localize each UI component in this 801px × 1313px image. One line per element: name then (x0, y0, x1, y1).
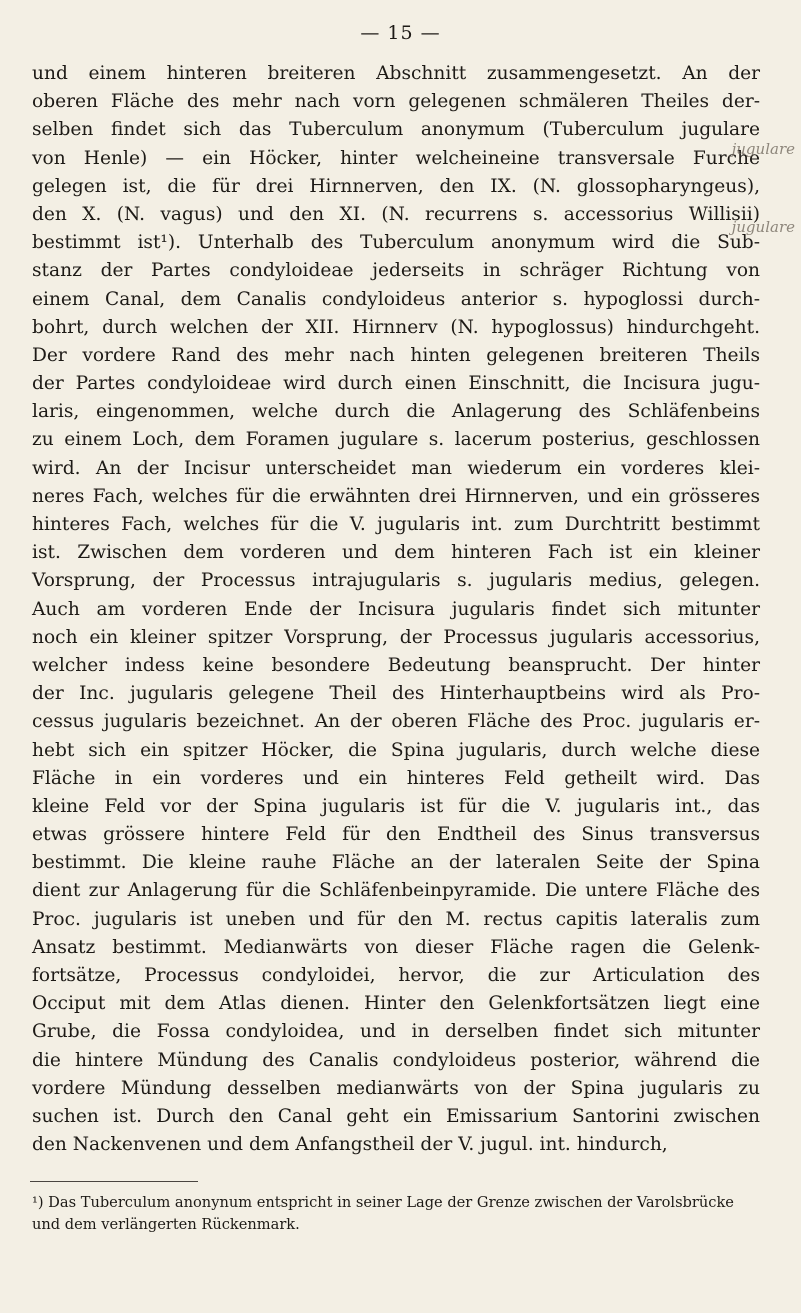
text-line: etwas grössere hintere Feld für den Endtheil des Sinus transversus (32, 824, 760, 846)
text-line: stanz der Partes condyloideae jederseits in schräger Richtung von (32, 260, 760, 282)
text-line: kleine Feld vor der Spina jugularis ist für die V. jugularis int., das (32, 795, 760, 817)
text-line: Der vordere Rand des mehr nach hinten gelegenen breiteren Theils (32, 344, 760, 366)
text-line: der Partes condyloideae wird durch einen Einschnitt, die Incisura jugu- (32, 373, 760, 395)
text-line: hebt sich ein spitzer Höcker, die Spina jugularis, durch welche diese (32, 739, 760, 761)
text-line: ist. Zwischen dem vorderen und dem hinteren Fach ist ein kleiner (32, 542, 760, 564)
text-line: zu einem Loch, dem Foramen jugulare s. lacerum posterius, geschlossen (32, 429, 760, 451)
footnote: ¹) Das Tuberculum anonynum entspricht in seiner Lage der Grenze zwischen der Varolsbrücke und dem verlängerten Rückenmark. (32, 1194, 734, 1233)
body-text (32, 60, 760, 1159)
text-line: Proc. jugularis ist uneben und für den M. rectus capitis lateralis zum (32, 908, 760, 930)
text-line: gelegen ist, die für drei Hirnnerven, den IX. (N. glossopharyngeus), (32, 175, 760, 197)
text-line: der Inc. jugularis gelegene Theil des Hinterhauptbeins wird als Pro- (32, 683, 760, 705)
text-line: dient zur Anlagerung für die Schläfenbeinpyramide. Die untere Fläche des (32, 880, 760, 902)
text-line: bohrt, durch welchen der XII. Hirnnerv (N. hypoglossus) hindurchgeht. (32, 316, 760, 338)
text-line: welcher indess keine besondere Bedeutung beansprucht. Der hinter (32, 654, 760, 676)
text-line: den X. (N. vagus) und den XI. (N. recurrens s. accessorius Willisii) (32, 203, 760, 225)
text-line: die hintere Mündung des Canalis condyloideus posterior, während die (32, 1049, 760, 1071)
text-line: bestimmt. Die kleine rauhe Fläche an der lateralen Seite der Spina (32, 852, 760, 874)
text-line: hinteres Fach, welches für die V. jugularis int. zum Durchtritt bestimmt (32, 514, 760, 535)
text-line: den Nackenvenen und dem Anfangstheil der V. jugul. int. hindurch, (32, 1134, 668, 1156)
text-line: suchen ist. Durch den Canal geht ein Emissarium Santorini zwischen (32, 1105, 760, 1127)
text-line: laris, eingenommen, welche durch die Anlagerung des Schläfenbeins (32, 401, 760, 423)
text-line: einem Canal, dem Canalis condyloideus anterior s. hypoglossi durch- (32, 288, 760, 310)
text-line: Auch am vorderen Ende der Incisura jugularis findet sich mitunter (32, 598, 760, 620)
text-line: neres Fach, welches für die erwähnten drei Hirnnerven, und ein grösseres (32, 485, 760, 507)
text-line: oberen Fläche des mehr nach vorn gelegenen schmäleren Theiles der- (32, 91, 760, 113)
text-line: und einem hinteren breiteren Abschnitt zusammengesetzt. An der (32, 63, 760, 84)
text-line: noch ein kleiner spitzer Vorsprung, der Processus jugularis accessorius, (32, 626, 760, 648)
handwritten-margin-note: jugulare (731, 218, 795, 236)
text-line: Occiput mit dem Atlas dienen. Hinter den Gelenkfortsätzen liegt eine (32, 993, 760, 1015)
text-line: bestimmt ist¹). Unterhalb des Tuberculum anonymum wird die Sub- (32, 232, 760, 254)
text-line: wird. An der Incisur unterscheidet man wiederum ein vorderes klei- (32, 457, 760, 479)
text-line: Ansatz bestimmt. Medianwärts von dieser Fläche ragen die Gelenk- (32, 936, 760, 958)
text-line: selben findet sich das Tuberculum anonymum (Tuberculum jugulare (32, 119, 760, 141)
text-line: Vorsprung, der Processus intrajugularis s. jugularis medius, gelegen. (32, 570, 760, 592)
footnote-divider (30, 1181, 198, 1182)
text-line: cessus jugularis bezeichnet. An der oberen Fläche des Proc. jugularis er- (32, 711, 760, 733)
text-line: Fläche in ein vorderes und ein hinteres Feld getheilt wird. Das (32, 767, 760, 789)
text-line: Grube, die Fossa condyloidea, und in derselben findet sich mitunter (32, 1021, 760, 1043)
text-line: von Henle) — ein Höcker, hinter welcheineine transversale Furche (32, 147, 760, 169)
page-number: — 15 — (360, 22, 441, 44)
text-line: fortsätze, Processus condyloidei, hervor, die zur Articulation des (32, 965, 760, 986)
text-line: vordere Mündung desselben medianwärts von der Spina jugularis zu (32, 1077, 760, 1099)
handwritten-margin-note: jugulare (731, 140, 795, 158)
